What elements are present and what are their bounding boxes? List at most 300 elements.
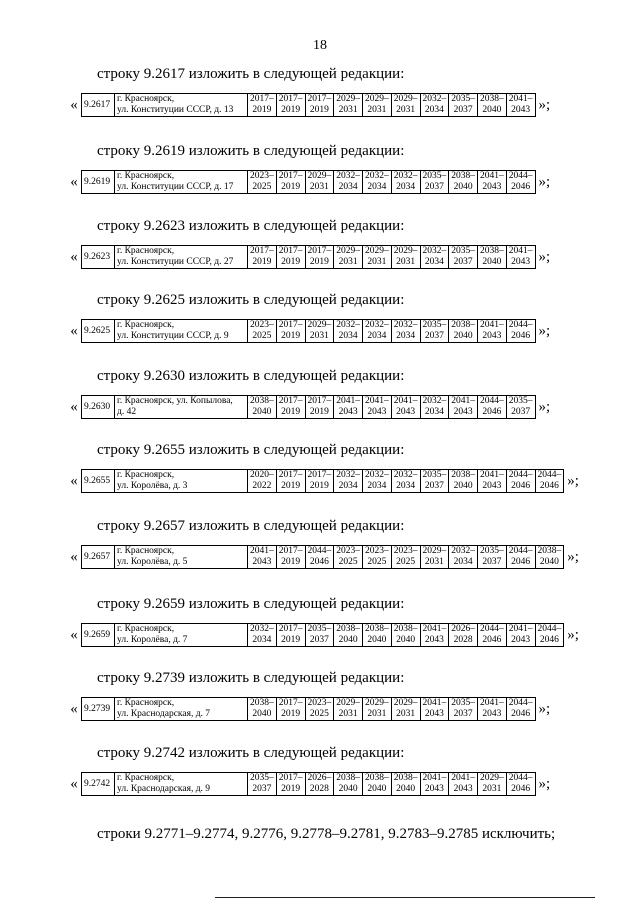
period-cell: [506, 698, 535, 721]
open-quote: «: [70, 548, 78, 565]
period-cell: [363, 470, 392, 493]
period-end: 2031: [424, 557, 444, 567]
period-cell: [478, 171, 507, 194]
period-end: 2019: [309, 105, 329, 115]
period-cell: [248, 546, 277, 569]
row-number: 9.2659: [82, 624, 115, 647]
period-end: 2043: [511, 257, 531, 267]
period-start: 2038–: [451, 171, 475, 181]
period-cell: [506, 470, 535, 493]
period-start: 2041–: [422, 698, 447, 708]
section-heading: строку 9.2619 изложить в следующей редакции:: [97, 143, 405, 159]
period-start: 2017–: [278, 773, 303, 783]
period-cell: [535, 470, 564, 493]
period-end: 2031: [396, 257, 416, 267]
period-start: 2029–: [393, 94, 418, 104]
address-line-1: г. Красноярск,: [117, 246, 175, 256]
period-cell: [449, 320, 478, 343]
period-end: 2040: [453, 182, 473, 192]
period-end: 2040: [482, 257, 502, 267]
period-cell: [420, 396, 449, 419]
period-start: 2029–: [307, 320, 332, 330]
period-start: 2041–: [422, 624, 447, 634]
period-start: 2044–: [508, 320, 533, 330]
period-end: 2046: [482, 407, 502, 417]
address-line-1: г. Красноярск,: [117, 773, 175, 783]
period-end: 2019: [309, 257, 329, 267]
period-end: 2022: [252, 481, 272, 491]
period-cell: [276, 396, 305, 419]
period-start: 2041–: [451, 396, 475, 406]
open-quote: «: [70, 398, 78, 415]
period-start: 2032–: [422, 396, 447, 406]
period-end: 2046: [511, 331, 531, 341]
period-end: 2034: [424, 257, 444, 267]
period-end: 2037: [453, 257, 473, 267]
period-cell: [535, 546, 564, 569]
section-heading: строку 9.2617 изложить в следующей редакции:: [97, 66, 405, 82]
close-quote: »;: [538, 700, 551, 717]
period-cell: [506, 624, 535, 647]
period-start: 2038–: [480, 246, 504, 256]
period-cell: [506, 546, 535, 569]
row-number: 9.2623: [82, 246, 115, 269]
period-end: 2040: [539, 557, 559, 567]
period-cell: [334, 470, 363, 493]
period-start: 2017–: [278, 320, 303, 330]
period-start: 2023–: [250, 320, 274, 330]
period-start: 2032–: [336, 320, 360, 330]
table-row: [67, 319, 550, 343]
period-end: 2046: [539, 635, 559, 645]
period-cell: [276, 470, 305, 493]
period-start: 2029–: [365, 698, 389, 708]
period-start: 2041–: [393, 396, 418, 406]
address-line-2: ул. Краснодарская, д. 7: [117, 709, 211, 719]
close-quote: »;: [538, 248, 551, 265]
period-end: 2037: [424, 481, 444, 491]
period-cell: [420, 320, 449, 343]
period-end: 2046: [482, 635, 502, 645]
period-start: 2032–: [365, 171, 389, 181]
period-cell: [478, 94, 507, 117]
address-line-2: ул. Конституции СССР, д. 9: [117, 331, 229, 341]
period-cell: [420, 171, 449, 194]
period-start: 2038–: [365, 773, 389, 783]
row-number: 9.2657: [82, 546, 115, 569]
period-end: 2037: [424, 331, 444, 341]
period-end: 2043: [482, 709, 502, 719]
period-end: 2031: [396, 709, 416, 719]
section-heading: строку 9.2655 изложить в следующей редакции:: [97, 442, 405, 458]
period-cell: [305, 773, 334, 796]
period-cell: [305, 246, 334, 269]
period-start: 2029–: [480, 773, 504, 783]
period-cell: [363, 624, 392, 647]
period-cell: [248, 171, 277, 194]
period-start: 2038–: [250, 396, 274, 406]
period-start: 2038–: [451, 470, 475, 480]
period-start: 2029–: [336, 246, 360, 256]
period-end: 2019: [281, 182, 301, 192]
period-cell: [391, 470, 420, 493]
period-cell: [334, 396, 363, 419]
period-start: 2029–: [336, 94, 360, 104]
period-cell: [305, 320, 334, 343]
period-start: 2035–: [451, 94, 475, 104]
table-row: [67, 245, 550, 269]
period-cell: [506, 773, 535, 796]
period-cell: [334, 94, 363, 117]
period-start: 2041–: [508, 624, 533, 634]
period-cell: [305, 698, 334, 721]
page-number: 18: [313, 38, 327, 53]
section-heading: строку 9.2623 изложить в следующей редакции:: [97, 218, 405, 234]
period-start: 2029–: [336, 698, 360, 708]
period-end: 2034: [367, 481, 387, 491]
period-start: 2035–: [480, 546, 504, 556]
period-cell: [363, 171, 392, 194]
period-start: 2038–: [451, 320, 475, 330]
close-quote: »;: [567, 548, 579, 565]
period-start: 2041–: [508, 94, 533, 104]
period-cell: [420, 624, 449, 647]
close-quote: »;: [538, 398, 551, 415]
row-number: 9.2742: [82, 773, 115, 796]
period-start: 2038–: [336, 773, 360, 783]
period-end: 2034: [338, 481, 358, 491]
period-start: 2026–: [307, 773, 332, 783]
period-cell: [478, 320, 507, 343]
period-start: 2044–: [537, 624, 562, 634]
period-cell: [449, 246, 478, 269]
period-end: 2031: [338, 257, 358, 267]
period-cell: [506, 396, 535, 419]
period-cell: [391, 171, 420, 194]
period-end: 2043: [424, 784, 444, 794]
row-table: [81, 395, 536, 419]
period-cell: [276, 171, 305, 194]
row-table: [81, 772, 536, 796]
period-cell: [334, 246, 363, 269]
row-number: 9.2630: [82, 396, 115, 419]
period-end: 2043: [482, 481, 502, 491]
section-heading: строку 9.2659 изложить в следующей редакции:: [97, 596, 405, 612]
row-number: 9.2619: [82, 171, 115, 194]
period-end: 2034: [338, 182, 358, 192]
period-start: 2029–: [307, 171, 332, 181]
period-start: 2041–: [422, 773, 447, 783]
period-start: 2032–: [393, 320, 418, 330]
row-table: [81, 245, 536, 269]
period-end: 2034: [396, 182, 416, 192]
period-end: 2046: [309, 557, 329, 567]
period-start: 2017–: [278, 246, 303, 256]
period-start: 2038–: [393, 773, 418, 783]
exclusion-text: строки 9.2771–9.2774, 9.2776, 9.2778–9.2781, 9.2783–9.2785 исключить;: [97, 826, 556, 842]
period-cell: [363, 94, 392, 117]
period-start: 2044–: [480, 624, 504, 634]
period-cell: [363, 773, 392, 796]
address-line-2: д. 42: [117, 407, 137, 417]
period-cell: [248, 320, 277, 343]
period-end: 2043: [511, 105, 531, 115]
period-cell: [276, 773, 305, 796]
period-start: 2044–: [508, 698, 533, 708]
row-table: [81, 697, 536, 721]
period-start: 2032–: [250, 624, 274, 634]
period-cell: [305, 624, 334, 647]
period-cell: [420, 773, 449, 796]
period-cell: [363, 246, 392, 269]
period-cell: [276, 624, 305, 647]
period-end: 2019: [281, 557, 301, 567]
close-quote: »;: [538, 322, 551, 339]
period-end: 2019: [281, 784, 301, 794]
period-end: 2019: [281, 331, 301, 341]
period-end: 2019: [309, 407, 329, 417]
period-cell: [391, 246, 420, 269]
address-line-2: ул. Конституции СССР, д. 27: [117, 257, 234, 267]
period-start: 2032–: [393, 470, 418, 480]
period-start: 2026–: [451, 624, 475, 634]
period-end: 2046: [511, 557, 531, 567]
period-start: 2035–: [422, 171, 447, 181]
period-start: 2017–: [307, 246, 332, 256]
row-number: 9.2617: [82, 94, 115, 117]
period-cell: [248, 246, 277, 269]
table-row: [67, 170, 550, 194]
period-start: 2038–: [336, 624, 360, 634]
period-cell: [420, 698, 449, 721]
period-cell: [420, 94, 449, 117]
close-quote: »;: [538, 96, 551, 113]
table-row: [67, 93, 550, 117]
period-end: 2037: [453, 105, 473, 115]
period-cell: [248, 470, 277, 493]
period-end: 2019: [281, 257, 301, 267]
period-cell: [535, 624, 564, 647]
period-start: 2041–: [480, 698, 504, 708]
period-start: 2041–: [451, 773, 475, 783]
period-end: 2040: [338, 635, 358, 645]
period-end: 2037: [482, 557, 502, 567]
period-cell: [449, 470, 478, 493]
address-cell: [115, 624, 248, 647]
period-end: 2034: [453, 557, 473, 567]
period-start: 2044–: [307, 546, 332, 556]
period-start: 2017–: [278, 470, 303, 480]
period-start: 2041–: [365, 396, 389, 406]
period-end: 2043: [252, 557, 272, 567]
period-start: 2023–: [307, 698, 332, 708]
period-cell: [248, 698, 277, 721]
period-end: 2034: [424, 105, 444, 115]
period-cell: [391, 698, 420, 721]
period-cell: [334, 773, 363, 796]
period-start: 2017–: [307, 94, 332, 104]
period-cell: [363, 546, 392, 569]
period-end: 2040: [453, 331, 473, 341]
period-end: 2037: [511, 407, 531, 417]
period-cell: [449, 624, 478, 647]
close-quote: »;: [538, 775, 551, 792]
close-quote: »;: [567, 472, 579, 489]
address-line-1: г. Красноярск,: [117, 171, 175, 181]
close-quote: »;: [538, 173, 551, 190]
period-cell: [248, 396, 277, 419]
period-end: 2043: [511, 635, 531, 645]
period-start: 2023–: [365, 546, 389, 556]
period-end: 2037: [453, 709, 473, 719]
period-start: 2017–: [278, 94, 303, 104]
period-cell: [506, 246, 535, 269]
table-row: [67, 545, 579, 569]
period-start: 2044–: [537, 470, 562, 480]
address-line-2: ул. Королёва, д. 5: [117, 557, 188, 567]
period-cell: [449, 546, 478, 569]
period-end: 2019: [281, 407, 301, 417]
period-cell: [248, 94, 277, 117]
period-start: 2017–: [278, 396, 303, 406]
period-end: 2031: [367, 105, 387, 115]
period-start: 2029–: [365, 94, 389, 104]
period-cell: [478, 396, 507, 419]
period-end: 2034: [367, 331, 387, 341]
period-start: 2038–: [480, 94, 504, 104]
period-cell: [276, 698, 305, 721]
period-start: 2041–: [480, 171, 504, 181]
period-end: 2043: [396, 407, 416, 417]
period-start: 2035–: [451, 246, 475, 256]
period-end: 2019: [281, 709, 301, 719]
period-cell: [449, 698, 478, 721]
period-end: 2046: [511, 709, 531, 719]
period-start: 2035–: [250, 773, 274, 783]
row-table: [81, 623, 564, 647]
open-quote: «: [70, 96, 78, 113]
period-start: 2035–: [422, 320, 447, 330]
period-end: 2043: [424, 709, 444, 719]
period-start: 2035–: [307, 624, 332, 634]
period-cell: [248, 624, 277, 647]
period-end: 2040: [367, 635, 387, 645]
period-start: 2017–: [278, 624, 303, 634]
period-cell: [363, 320, 392, 343]
period-start: 2017–: [307, 470, 332, 480]
address-cell: [115, 773, 248, 796]
address-cell: [115, 546, 248, 569]
period-end: 2034: [396, 331, 416, 341]
period-start: 2044–: [508, 470, 533, 480]
period-start: 2041–: [336, 396, 360, 406]
period-cell: [449, 773, 478, 796]
period-end: 2034: [252, 635, 272, 645]
period-cell: [420, 546, 449, 569]
address-line-1: г. Красноярск,: [117, 94, 175, 104]
open-quote: «: [70, 775, 78, 792]
period-end: 2019: [281, 481, 301, 491]
table-row: [67, 395, 550, 419]
period-start: 2035–: [508, 396, 533, 406]
period-start: 2041–: [480, 470, 504, 480]
period-end: 2031: [396, 105, 416, 115]
address-line-2: ул. Конституции СССР, д. 13: [117, 105, 234, 115]
address-cell: [115, 396, 248, 419]
address-cell: [115, 94, 248, 117]
period-end: 2019: [252, 257, 272, 267]
period-start: 2032–: [393, 171, 418, 181]
section-heading: строку 9.2742 изложить в следующей редакции:: [97, 745, 405, 761]
address-line-2: ул. Королёва, д. 3: [117, 481, 188, 491]
close-quote: »;: [567, 626, 579, 643]
period-end: 2025: [367, 557, 387, 567]
period-start: 2041–: [508, 246, 533, 256]
period-end: 2040: [338, 784, 358, 794]
period-end: 2043: [338, 407, 358, 417]
period-end: 2037: [252, 784, 272, 794]
period-cell: [248, 773, 277, 796]
period-start: 2035–: [451, 698, 475, 708]
period-end: 2046: [511, 481, 531, 491]
address-line-2: ул. Королёва, д. 7: [117, 635, 188, 645]
period-end: 2025: [396, 557, 416, 567]
period-cell: [334, 546, 363, 569]
period-end: 2019: [309, 481, 329, 491]
address-line-1: г. Красноярск,: [117, 698, 175, 708]
period-end: 2043: [367, 407, 387, 417]
period-cell: [334, 171, 363, 194]
period-cell: [363, 396, 392, 419]
period-start: 2032–: [365, 320, 389, 330]
period-cell: [391, 773, 420, 796]
table-row: [67, 469, 579, 493]
period-cell: [391, 546, 420, 569]
period-cell: [391, 320, 420, 343]
period-cell: [363, 698, 392, 721]
period-end: 2046: [511, 784, 531, 794]
period-start: 2041–: [250, 546, 274, 556]
period-end: 2031: [338, 709, 358, 719]
row-table: [81, 170, 536, 194]
bottom-rule: [215, 897, 595, 898]
period-end: 2034: [367, 182, 387, 192]
period-end: 2031: [482, 784, 502, 794]
period-cell: [391, 396, 420, 419]
period-start: 2020–: [250, 470, 274, 480]
period-start: 2017–: [278, 698, 303, 708]
section-heading: строку 9.2739 изложить в следующей редакции:: [97, 670, 405, 686]
period-end: 2040: [396, 635, 416, 645]
period-end: 2028: [453, 635, 473, 645]
period-end: 2031: [309, 182, 329, 192]
period-start: 2038–: [393, 624, 418, 634]
period-end: 2019: [281, 105, 301, 115]
period-end: 2040: [367, 784, 387, 794]
period-cell: [478, 698, 507, 721]
address-cell: [115, 470, 248, 493]
period-cell: [420, 470, 449, 493]
period-cell: [449, 94, 478, 117]
period-end: 2043: [453, 407, 473, 417]
period-cell: [305, 546, 334, 569]
period-start: 2035–: [422, 470, 447, 480]
row-number: 9.2739: [82, 698, 115, 721]
open-quote: «: [70, 248, 78, 265]
row-table: [81, 319, 536, 343]
period-end: 2034: [396, 481, 416, 491]
period-end: 2031: [309, 331, 329, 341]
